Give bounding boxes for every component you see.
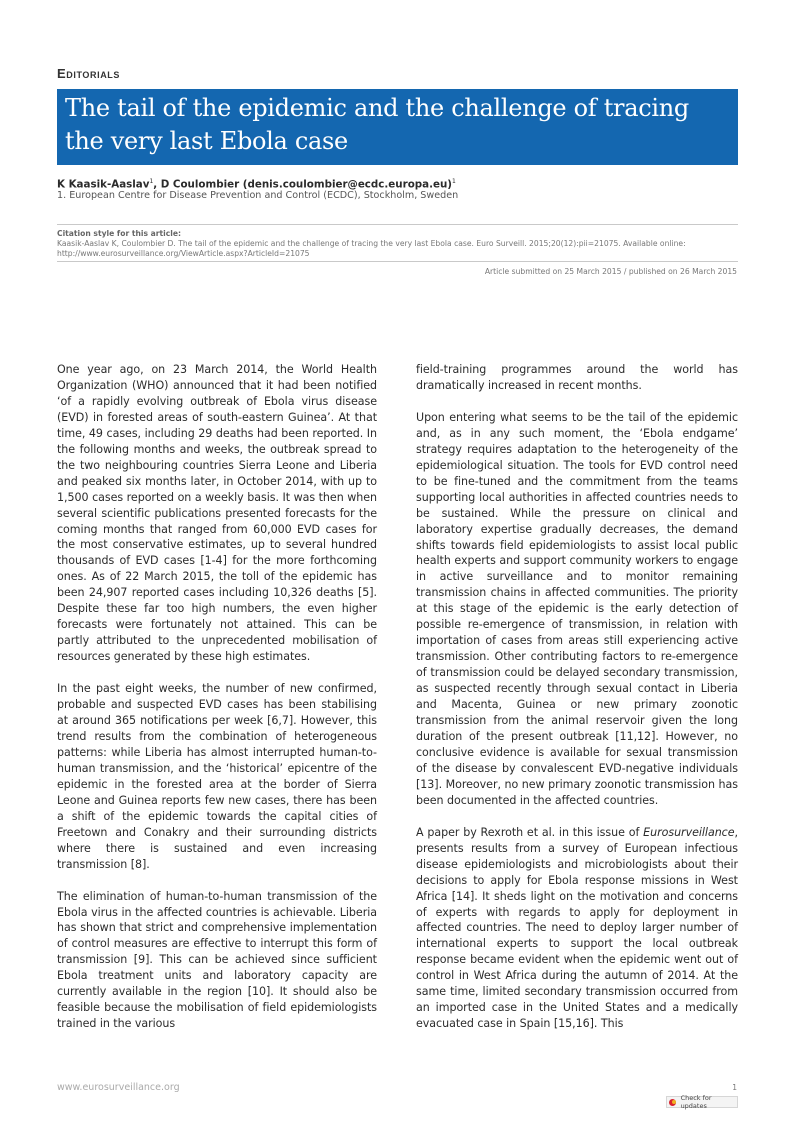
divider-top [57,224,738,225]
author-line [57,178,456,190]
paragraph: One year ago, on 23 March 2014, the World Health Organization (WHO) announced that it had been notified ‘of a rapidly evolving outbreak of Ebola virus disease (EVD) in forested areas of south-eastern Guinea’. At that time, 49 cases, including 29 deaths had been reported. In the following months and weeks, the outbreak spread to the two neighbouring countries Sierra Leone and Liberia and peaked six months later, in October 2014, with up to 1,500 cases reported on a weekly basis. It was then when several scientific publications presented forecasts for the coming months that ranged from 60,000 EVD cases for the most conservative estimates, up to several hundred thousands of EVD cases [1-4] for the more forthcoming ones. As of 22 March 2015, the toll of the epidemic has been 24,907 reported cases including 10,326 deaths [5]. Despite these far too high numbers, the even higher forecasts were fortunately not attained. This can be partly attributed to the unprecedented mobilisation of resources generated by these high estimates. [57,363,377,664]
paragraph-text: A paper by Rexroth et al. in this issue of [416,825,644,839]
paragraph [416,825,738,1032]
article-title: The tail of the epidemic and the challenge of tracing the very last Ebola case [65,94,689,155]
body-column-right [416,362,738,1032]
page-number: 1 [732,1083,737,1092]
paragraph-text: , presents results from a survey of European infectious disease epidemiologists and microbiologists about their decisions to apply for Ebola response missions in West Africa [14]. It sheds light on the motivation and concerns of experts with regards to apply for deployment in affected countries. The need to deploy larger number of international experts to support the local outbreak response became evident when the epidemic went out of control in West Africa during the autumn of 2014. At the same time, limited secondary transmission occurred from an imported case in the United States and a medically evacuated case in Spain [15,16]. This [416,825,738,1031]
paragraph: Upon entering what seems to be the tail of the epidemic and, as in any such moment, the ‘Ebola endgame’ strategy requires adaptation to the heterogeneity of the epidemiological situation. The tools for EVD control need to be fine-tuned and the commitment from the teams supporting local authorities in affected countries needs to be sustained. While the pressure on clinical and laboratory expertise gradually decreases, the demand shifts towards field epidemiologists to assist local public health experts and support community workers to engage in active surveillance and to monitor remaining transmission chains in affected communities. The priority at this stage of the epidemic is the early detection of possible re-emergence of transmission, in relation with importation of cases from areas still experiencing active transmission. Other contributing factors to re-emergence of transmission could be delayed secondary transmission, as suspected recently through sexual contact in Liberia and Macenta, Guinea or new primary zoonotic transmission from the animal reservoir given the long duration of the present outbreak [11,12]. However, no conclusive evidence is available for sexual transmission of the disease by convalescent EVD-negative individuals [13]. Moreover, no new primary zoonotic transmission has been documented in the affected countries. [416,410,738,807]
footer-url[interactable]: www.eurosurveillance.org [57,1082,180,1093]
citation-label: Citation style for this article: [57,229,182,238]
section-label: Editorials [57,66,121,81]
submission-dates: Article submitted on 25 March 2015 / published on 26 March 2015 [484,267,737,276]
paragraph: The elimination of human-to-human transmission of the Ebola virus in the affected countries is achievable. Liberia has shown that strict and comprehensive implementation of control measures are effective to interrupt this form of transmission [9]. This can be achieved since sufficient Ebola treatment units and laboratory capacity are currently available in the region [10]. It should also be feasible because the mobilisation of field epidemiologists trained in the various [57,889,377,1031]
journal-name: Eurosurveillance [643,825,735,839]
author-1: K Kaasik-Aaslav [57,178,150,191]
author-2[interactable]: , D Coulombier (denis.coulombier@ecdc.europa.eu) [153,178,453,191]
paragraph: In the past eight weeks, the number of new confirmed, probable and suspected EVD cases has been stabilising at around 365 notifications per week [6,7]. However, this trend results from the combination of heterogeneous patterns: while Liberia has almost interrupted human-to-human transmission, and the ‘historical’ epicentre of the epidemic in the forested area at the border of Sierra Leone and Guinea reports few new cases, there has been a shift of the epidemic towards the capital cities of Freetown and Conakry and their surrounding districts where there is sustained and even increasing transmission [8]. [57,682,377,871]
check-for-updates-label: Check for updates [680,1094,712,1110]
citation-text[interactable]: Kaasik-Aaslav K, Coulombier D. The tail of the epidemic and the challenge of tracing the very last Ebola case. Euro Surveill. 2015;20(12):pii=21075. Available online: http://www.eurosurveillance.org/ViewArticle.aspx?ArticleId=21075 [57,239,686,258]
author-2-affil-mark: 1 [452,178,456,185]
citation-block [57,229,747,259]
body-column-left [57,362,377,1032]
author-1-affil-mark: 1 [149,178,154,185]
crossmark-icon [669,1098,678,1107]
title-banner [57,89,738,165]
affiliation: 1. European Centre for Disease Prevention and Control (ECDC), Stockholm, Sweden [57,190,459,201]
check-for-updates-button[interactable] [666,1096,738,1108]
paragraph-continued: field-training programmes around the world has dramatically increased in recent months. [416,363,738,392]
divider-bottom [57,261,738,262]
